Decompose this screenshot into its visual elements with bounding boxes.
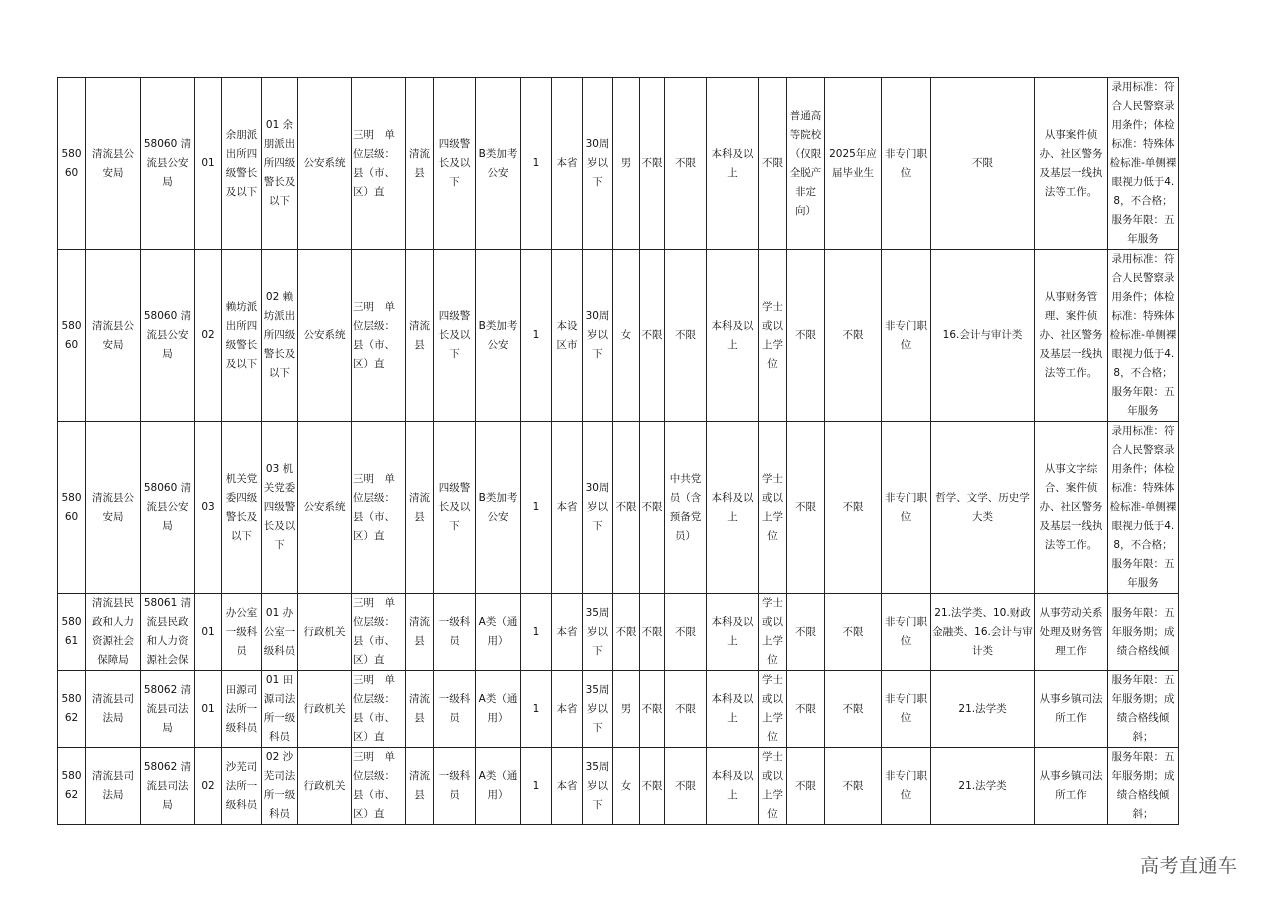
remarks-cell: 服务年限：五年服务期；成绩合格线倾斜； <box>1108 671 1179 748</box>
location-cell: 清流县 <box>406 422 434 594</box>
education-cell: 本科及以上 <box>707 671 759 748</box>
location-cell: 清流县 <box>406 250 434 422</box>
org-type-cell: 公安系统 <box>298 250 352 422</box>
watermark: 高考直通车 <box>1140 855 1238 877</box>
special-position-cell: 非专门职位 <box>882 671 931 748</box>
unit-code-cell: 58062 <box>58 748 86 825</box>
table-row <box>58 78 1179 250</box>
major-cell: 不限 <box>931 78 1035 250</box>
school-type-cell: 不限 <box>787 748 825 825</box>
school-type-cell: 不限 <box>787 250 825 422</box>
school-type-cell: 不限 <box>787 594 825 671</box>
table-row <box>58 594 1179 671</box>
graduate-status-cell: 不限 <box>825 422 882 594</box>
headcount-cell: 1 <box>521 594 552 671</box>
position-code-cell: 03 <box>195 422 222 594</box>
job-duty-cell: 从事案件侦办、社区警务及基层一线执法等工作。 <box>1035 78 1108 250</box>
major-cell: 21.法学类、10.财政金融类、16.会计与审计类 <box>931 594 1035 671</box>
job-duty-cell: 从事乡镇司法所工作 <box>1035 748 1108 825</box>
position-desc-cell: 02 沙芜司法所一级科员 <box>262 748 298 825</box>
exam-type-cell: A类（通用） <box>476 748 521 825</box>
ethnicity-cell: 不限 <box>640 250 665 422</box>
household-cell: 本设区市 <box>552 250 583 422</box>
unit-code-cell: 58060 <box>58 250 86 422</box>
school-type-cell: 普通高等院校（仅限全脱产非定向） <box>787 78 825 250</box>
degree-cell: 学士或以上学位 <box>759 671 787 748</box>
table-row <box>58 748 1179 825</box>
age-cell: 35周岁以下 <box>583 748 613 825</box>
position-name-cell: 机关党委四级警长及以下 <box>222 422 262 594</box>
education-cell: 本科及以上 <box>707 250 759 422</box>
headcount-cell: 1 <box>521 78 552 250</box>
position-desc-cell: 01 田源司法所一级科员 <box>262 671 298 748</box>
remarks-cell: 录用标准：符合人民警察录用条件；体检标准：特殊体检标准-单侧裸眼视力低于4.8，不合格；服务年限：五年服务 <box>1108 78 1179 250</box>
household-cell: 本省 <box>552 594 583 671</box>
age-cell: 35周岁以下 <box>583 594 613 671</box>
unit-code-cell: 58062 <box>58 671 86 748</box>
position-name-cell: 余朋派出所四级警长及以下 <box>222 78 262 250</box>
gender-cell: 女 <box>613 250 640 422</box>
ethnicity-cell: 不限 <box>640 78 665 250</box>
position-desc-cell: 01 办公室一级科员 <box>262 594 298 671</box>
unit-name-cell: 清流县司法局 <box>86 671 141 748</box>
org-type-cell: 行政机关 <box>298 748 352 825</box>
org-code-name-cell: 58061 清流县民政和人力资源社会保 <box>141 594 195 671</box>
position-name-cell: 赖坊派出所四级警长及以下 <box>222 250 262 422</box>
household-cell: 本省 <box>552 671 583 748</box>
remarks-cell: 录用标准：符合人民警察录用条件；体检标准：特殊体检标准-单侧裸眼视力低于4.8，不合格；服务年限：五年服务 <box>1108 422 1179 594</box>
exam-type-cell: B类加考公安 <box>476 422 521 594</box>
position-desc-cell: 02 赖坊派出所四级警长及以下 <box>262 250 298 422</box>
remarks-cell: 服务年限：五年服务期；成绩合格线倾 <box>1108 594 1179 671</box>
headcount-cell: 1 <box>521 671 552 748</box>
school-type-cell: 不限 <box>787 422 825 594</box>
exam-type-cell: B类加考公安 <box>476 250 521 422</box>
special-position-cell: 非专门职位 <box>882 250 931 422</box>
location-cell: 清流县 <box>406 671 434 748</box>
org-type-cell: 公安系统 <box>298 422 352 594</box>
major-cell: 21.法学类 <box>931 748 1035 825</box>
unit-level-cell: 三明 单位层级：县（市、区）直 <box>352 78 406 250</box>
table-row <box>58 422 1179 594</box>
org-code-name-cell: 58060 清流县公安局 <box>141 250 195 422</box>
unit-name-cell: 清流县民政和人力资源社会保障局 <box>86 594 141 671</box>
unit-name-cell: 清流县公安局 <box>86 78 141 250</box>
political-status-cell: 不限 <box>665 250 707 422</box>
special-position-cell: 非专门职位 <box>882 78 931 250</box>
graduate-status-cell: 不限 <box>825 250 882 422</box>
position-name-cell: 办公室一级科员 <box>222 594 262 671</box>
ethnicity-cell: 不限 <box>640 748 665 825</box>
unit-name-cell: 清流县公安局 <box>86 250 141 422</box>
major-cell: 哲学、文学、历史学大类 <box>931 422 1035 594</box>
position-rank-cell: 一级科员 <box>434 748 476 825</box>
unit-code-cell: 58060 <box>58 78 86 250</box>
unit-level-cell: 三明 单位层级：县（市、区）直 <box>352 250 406 422</box>
ethnicity-cell: 不限 <box>640 671 665 748</box>
political-status-cell: 不限 <box>665 671 707 748</box>
org-code-name-cell: 58060 清流县公安局 <box>141 78 195 250</box>
job-duty-cell: 从事劳动关系处理及财务管理工作 <box>1035 594 1108 671</box>
remarks-cell: 录用标准：符合人民警察录用条件；体检标准：特殊体检标准-单侧裸眼视力低于4.8，不合格；服务年限：五年服务 <box>1108 250 1179 422</box>
table-row <box>58 250 1179 422</box>
headcount-cell: 1 <box>521 422 552 594</box>
age-cell: 35周岁以下 <box>583 671 613 748</box>
position-name-cell: 田源司法所一级科员 <box>222 671 262 748</box>
education-cell: 本科及以上 <box>707 78 759 250</box>
recruitment-table <box>57 77 1179 825</box>
position-rank-cell: 四级警长及以下 <box>434 78 476 250</box>
gender-cell: 男 <box>613 78 640 250</box>
household-cell: 本省 <box>552 78 583 250</box>
gender-cell: 不限 <box>613 422 640 594</box>
degree-cell: 学士或以上学位 <box>759 250 787 422</box>
education-cell: 本科及以上 <box>707 594 759 671</box>
special-position-cell: 非专门职位 <box>882 422 931 594</box>
gender-cell: 男 <box>613 671 640 748</box>
position-rank-cell: 一级科员 <box>434 671 476 748</box>
special-position-cell: 非专门职位 <box>882 748 931 825</box>
org-code-name-cell: 58060 清流县公安局 <box>141 422 195 594</box>
position-name-cell: 沙芜司法所一级科员 <box>222 748 262 825</box>
location-cell: 清流县 <box>406 78 434 250</box>
remarks-cell: 服务年限：五年服务期；成绩合格线倾斜； <box>1108 748 1179 825</box>
political-status-cell: 中共党员（含预备党员） <box>665 422 707 594</box>
unit-level-cell: 三明 单位层级：县（市、区）直 <box>352 748 406 825</box>
age-cell: 30周岁以下 <box>583 250 613 422</box>
graduate-status-cell: 2025年应届毕业生 <box>825 78 882 250</box>
graduate-status-cell: 不限 <box>825 748 882 825</box>
org-type-cell: 行政机关 <box>298 594 352 671</box>
org-code-name-cell: 58062 清流县司法局 <box>141 671 195 748</box>
location-cell: 清流县 <box>406 594 434 671</box>
position-code-cell: 01 <box>195 78 222 250</box>
graduate-status-cell: 不限 <box>825 671 882 748</box>
degree-cell: 学士或以上学位 <box>759 422 787 594</box>
headcount-cell: 1 <box>521 250 552 422</box>
position-desc-cell: 03 机关党委四级警长及以下 <box>262 422 298 594</box>
gender-cell: 女 <box>613 748 640 825</box>
unit-level-cell: 三明 单位层级：县（市、区）直 <box>352 422 406 594</box>
position-code-cell: 02 <box>195 748 222 825</box>
org-type-cell: 公安系统 <box>298 78 352 250</box>
org-type-cell: 行政机关 <box>298 671 352 748</box>
education-cell: 本科及以上 <box>707 748 759 825</box>
unit-name-cell: 清流县公安局 <box>86 422 141 594</box>
exam-type-cell: A类（通用） <box>476 671 521 748</box>
position-code-cell: 01 <box>195 594 222 671</box>
table-row <box>58 671 1179 748</box>
job-duty-cell: 从事文字综合、案件侦办、社区警务及基层一线执法等工作。 <box>1035 422 1108 594</box>
position-desc-cell: 01 余朋派出所四级警长及以下 <box>262 78 298 250</box>
exam-type-cell: A类（通用） <box>476 594 521 671</box>
household-cell: 本省 <box>552 748 583 825</box>
unit-level-cell: 三明 单位层级：县（市、区）直 <box>352 671 406 748</box>
location-cell: 清流县 <box>406 748 434 825</box>
position-code-cell: 01 <box>195 671 222 748</box>
political-status-cell: 不限 <box>665 78 707 250</box>
gender-cell: 不限 <box>613 594 640 671</box>
major-cell: 21.法学类 <box>931 671 1035 748</box>
position-rank-cell: 四级警长及以下 <box>434 422 476 594</box>
unit-code-cell: 58061 <box>58 594 86 671</box>
school-type-cell: 不限 <box>787 671 825 748</box>
unit-name-cell: 清流县司法局 <box>86 748 141 825</box>
graduate-status-cell: 不限 <box>825 594 882 671</box>
position-rank-cell: 四级警长及以下 <box>434 250 476 422</box>
exam-type-cell: B类加考公安 <box>476 78 521 250</box>
special-position-cell: 非专门职位 <box>882 594 931 671</box>
degree-cell: 不限 <box>759 78 787 250</box>
education-cell: 本科及以上 <box>707 422 759 594</box>
ethnicity-cell: 不限 <box>640 594 665 671</box>
unit-level-cell: 三明 单位层级：县（市、区）直 <box>352 594 406 671</box>
unit-code-cell: 58060 <box>58 422 86 594</box>
political-status-cell: 不限 <box>665 748 707 825</box>
degree-cell: 学士或以上学位 <box>759 594 787 671</box>
job-duty-cell: 从事财务管理、案件侦办、社区警务及基层一线执法等工作。 <box>1035 250 1108 422</box>
political-status-cell: 不限 <box>665 594 707 671</box>
household-cell: 本省 <box>552 422 583 594</box>
org-code-name-cell: 58062 清流县司法局 <box>141 748 195 825</box>
job-duty-cell: 从事乡镇司法所工作 <box>1035 671 1108 748</box>
age-cell: 30周岁以下 <box>583 78 613 250</box>
degree-cell: 学士或以上学位 <box>759 748 787 825</box>
position-code-cell: 02 <box>195 250 222 422</box>
ethnicity-cell: 不限 <box>640 422 665 594</box>
headcount-cell: 1 <box>521 748 552 825</box>
position-rank-cell: 一级科员 <box>434 594 476 671</box>
major-cell: 16.会计与审计类 <box>931 250 1035 422</box>
age-cell: 30周岁以下 <box>583 422 613 594</box>
